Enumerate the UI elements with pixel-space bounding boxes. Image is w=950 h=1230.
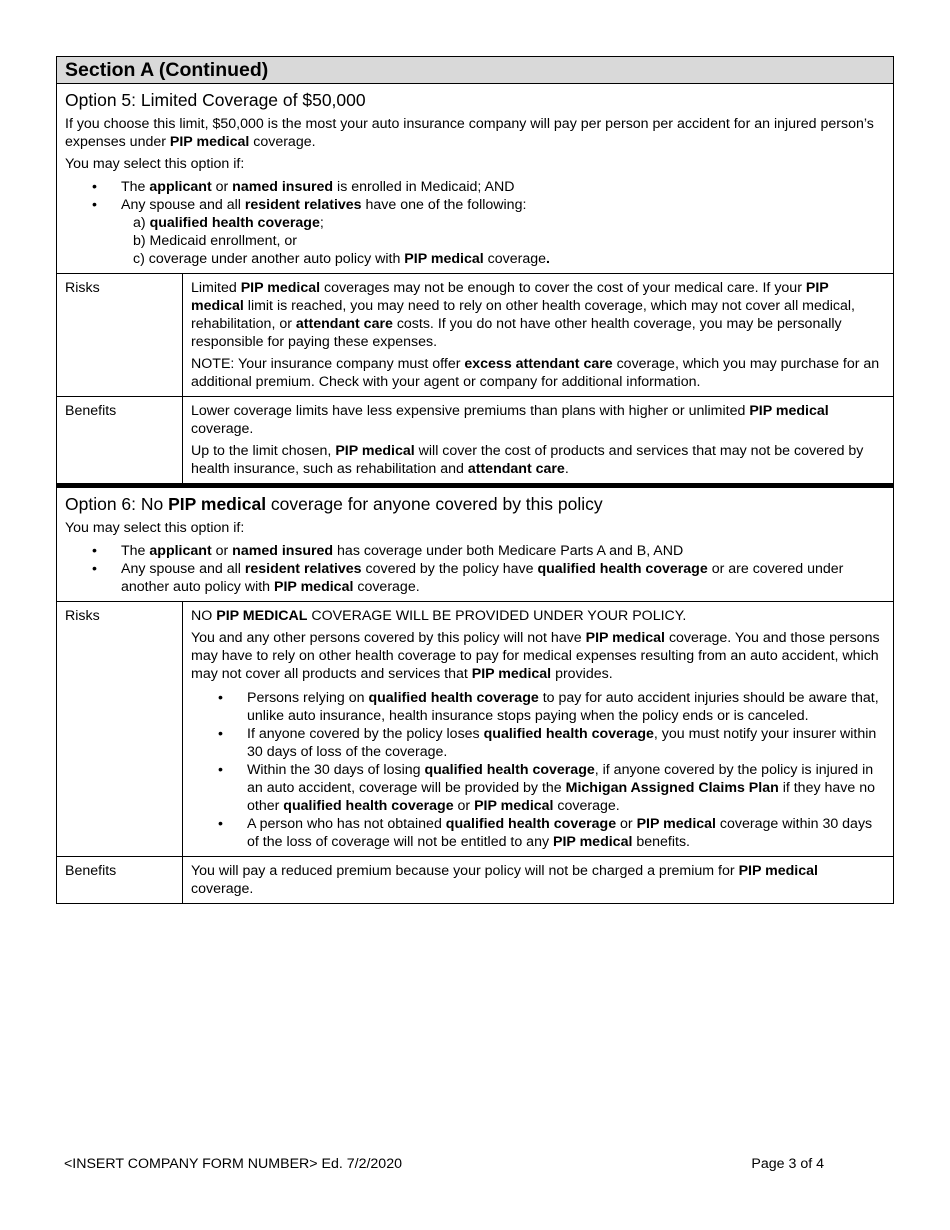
- sub-item-b: b) Medicaid enrollment, or: [133, 233, 298, 249]
- option6-risks-content: [183, 602, 893, 856]
- option6-select-line: You may select this option if:: [65, 520, 245, 536]
- option6-benefits-content: [183, 857, 893, 903]
- risks-label: Risks: [57, 602, 183, 856]
- option5-title: Option 5: Limited Coverage of $50,000: [65, 90, 366, 110]
- option5-benefits-text-2: Up to the limit chosen, PIP medical will cover the cost of products and services that may not be covered by health insurance, such as rehabilitation and attendant care.: [191, 443, 864, 477]
- option6-risks-heading: NO PIP MEDICAL COVERAGE WILL BE PROVIDED UNDER YOUR POLICY.: [191, 608, 687, 624]
- option6-risks-list: [191, 689, 883, 851]
- option5-note: NOTE: Your insurance company must offer excess attendant care coverage, which you may purchase for an additional premium. Check with your agent or company for additional information.: [191, 356, 880, 390]
- option5-eligibility-list: [65, 178, 885, 268]
- list-item: • The applicant or named insured has coverage under both Medicare Parts A and B, AND: [65, 542, 885, 560]
- option6-risks-text: You and any other persons covered by this policy will not have PIP medical coverage. You and those persons may have to rely on other health coverage to pay for medical expenses resulting from an auto accident, which may not cover all products and services that PIP medical provides.: [191, 630, 880, 682]
- list-item: • Any spouse and all resident relatives covered by the policy have qualified health coverage or are covered under another auto policy with PIP medical coverage.: [65, 560, 885, 596]
- risks-label: Risks: [57, 274, 183, 396]
- benefits-label: Benefits: [57, 397, 183, 483]
- option5-risks-row: [56, 274, 894, 397]
- option5-block: [56, 84, 894, 274]
- option5-benefits-content: [183, 397, 893, 483]
- option6-risks-row: [56, 602, 894, 857]
- list-item: • Any spouse and all resident relatives have one of the following: a) qualified health coverage; b) Medicaid enrollment, or c) coverage under another auto policy with PIP medical coverage.: [65, 196, 885, 268]
- list-item: • A person who has not obtained qualified health coverage or PIP medical coverage within 30 days of the loss of coverage will not be entitled to any PIP medical benefits.: [191, 815, 883, 851]
- option6-benefits-row: [56, 857, 894, 904]
- option5-risks-content: [183, 274, 893, 396]
- option5-benefits-row: [56, 397, 894, 484]
- form-number: <INSERT COMPANY FORM NUMBER> Ed. 7/2/2020: [64, 1156, 402, 1172]
- option6-title: Option 6: No PIP medical coverage for anyone covered by this policy: [65, 494, 603, 514]
- section-title: Section A (Continued): [56, 56, 894, 84]
- benefits-label: Benefits: [57, 857, 183, 903]
- option6-benefits-text: You will pay a reduced premium because your policy will not be charged a premium for PIP medical coverage.: [191, 863, 818, 897]
- option5-select-line: You may select this option if:: [65, 156, 245, 172]
- list-item: • Within the 30 days of losing qualified health coverage, if anyone covered by the policy is injured in an auto accident, coverage will be provided by the Michigan Assigned Claims Plan if they have no other qualified health coverage or PIP medical coverage.: [191, 761, 883, 815]
- form-section-a: [56, 56, 894, 904]
- page-number: Page 3 of 4: [751, 1156, 824, 1172]
- option6-eligibility-list: [65, 542, 885, 596]
- option6-block: [56, 484, 894, 602]
- option5-intro: If you choose this limit, $50,000 is the most your auto insurance company will pay per person per accident for an injured person’s expenses under PIP medical coverage.: [65, 116, 874, 150]
- list-item: • If anyone covered by the policy loses qualified health coverage, you must notify your insurer within 30 days of loss of the coverage.: [191, 725, 883, 761]
- option5-benefits-text-1: Lower coverage limits have less expensive premiums than plans with higher or unlimited PIP medical coverage.: [191, 403, 829, 437]
- sub-item-a: a) qualified health coverage;: [133, 215, 324, 231]
- sub-item-c: c) coverage under another auto policy with PIP medical coverage.: [133, 251, 550, 267]
- list-item: • The applicant or named insured is enrolled in Medicaid; AND: [65, 178, 885, 196]
- option5-risks-text: Limited PIP medical coverages may not be enough to cover the cost of your medical care. If your PIP medical limit is reached, you may need to rely on other health coverage, which may not cover all medical, rehabilitation, or attendant care costs. If you do not have other health coverage, you may be personally responsible for paying these expenses.: [191, 280, 855, 350]
- list-item: • Persons relying on qualified health coverage to pay for auto accident injuries should be aware that, unlike auto insurance, health insurance stops paying when the policy ends or is canceled.: [191, 689, 883, 725]
